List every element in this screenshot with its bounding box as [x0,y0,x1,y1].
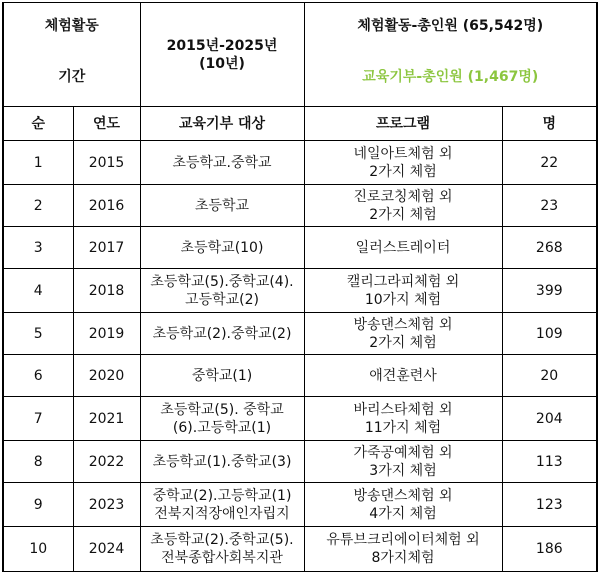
cell-year: 2016 [73,185,140,227]
table-row [3,141,597,185]
cell-no: 2 [3,185,73,227]
cell-count: 23 [502,185,597,227]
cell-program: 바리스타체험 외 11가지 체험 [304,397,502,441]
table-row [3,269,597,313]
cell-program: 방송댄스체험 외 4가지 체험 [304,483,502,527]
cell-no: 1 [3,141,73,185]
cell-year: 2018 [73,269,140,313]
cell-no: 4 [3,269,73,313]
cell-program: 네일아트체험 외 2가지 체험 [304,141,502,185]
table-row [3,227,597,269]
cell-count: 22 [502,141,597,185]
activity-label: 체험활동 [3,3,140,49]
cell-no: 7 [3,397,73,441]
cell-count: 109 [502,313,597,355]
cell-target: 중학교(2).고등학교(1) 전북지적장애인자립지 [140,483,304,527]
cell-program: 진로코칭체험 외 2가지 체험 [304,185,502,227]
education-donation-table [2,2,598,572]
col-header-count: 명 [502,107,597,141]
table-row [3,313,597,355]
table-row [3,483,597,527]
cell-target: 초등학교.중학교 [140,141,304,185]
table-body [3,141,597,572]
cell-year: 2021 [73,397,140,441]
cell-year: 2017 [73,227,140,269]
cell-count: 123 [502,483,597,527]
period-range-years: 2015년-2025년 [166,37,278,54]
cell-count: 20 [502,355,597,397]
table-row [3,441,597,483]
cell-target: 초등학교(2).중학교(5). 전북종합사회복지관 [140,527,304,572]
cell-count: 113 [502,441,597,483]
cell-target: 초등학교(5).중학교(4). 고등학교(2) [140,269,304,313]
table-row [3,185,597,227]
cell-no: 6 [3,355,73,397]
col-header-target: 교육기부 대상 [140,107,304,141]
cell-no: 8 [3,441,73,483]
table-row [3,527,597,572]
cell-target: 초등학교(10) [140,227,304,269]
cell-target: 초등학교(5). 중학교 (6).고등학교(1) [140,397,304,441]
cell-year: 2023 [73,483,140,527]
cell-target: 초등학교 [140,185,304,227]
cell-year: 2022 [73,441,140,483]
cell-year: 2024 [73,527,140,572]
cell-count: 186 [502,527,597,572]
edu-total-participants: 교육기부-총인원 (1,467명) [304,49,597,107]
table-row [3,397,597,441]
cell-program: 유튜브크리에이터체험 외 8가지체험 [304,527,502,572]
col-header-year: 연도 [73,107,140,141]
cell-year: 2019 [73,313,140,355]
col-header-program: 프로그램 [304,107,502,141]
cell-target: 중학교(1) [140,355,304,397]
cell-program: 애견훈련사 [304,355,502,397]
cell-no: 3 [3,227,73,269]
cell-program: 일러스트레이터 [304,227,502,269]
period-range-duration: (10년) [199,55,245,72]
cell-program: 가죽공예체험 외 3가지 체험 [304,441,502,483]
cell-no: 10 [3,527,73,572]
cell-count: 399 [502,269,597,313]
cell-year: 2015 [73,141,140,185]
period-range [140,3,304,107]
cell-no: 9 [3,483,73,527]
table-row [3,355,597,397]
col-header-no: 순 [3,107,73,141]
cell-target: 초등학교(1).중학교(3) [140,441,304,483]
cell-year: 2020 [73,355,140,397]
cell-count: 204 [502,397,597,441]
cell-no: 5 [3,313,73,355]
period-label: 기간 [3,49,140,107]
cell-count: 268 [502,227,597,269]
total-participants: 체험활동-총인원 (65,542명) [304,3,597,49]
cell-target: 초등학교(2).중학교(2) [140,313,304,355]
cell-program: 방송댄스체험 외 2가지 체험 [304,313,502,355]
cell-program: 캘리그라피체험 외 10가지 체험 [304,269,502,313]
